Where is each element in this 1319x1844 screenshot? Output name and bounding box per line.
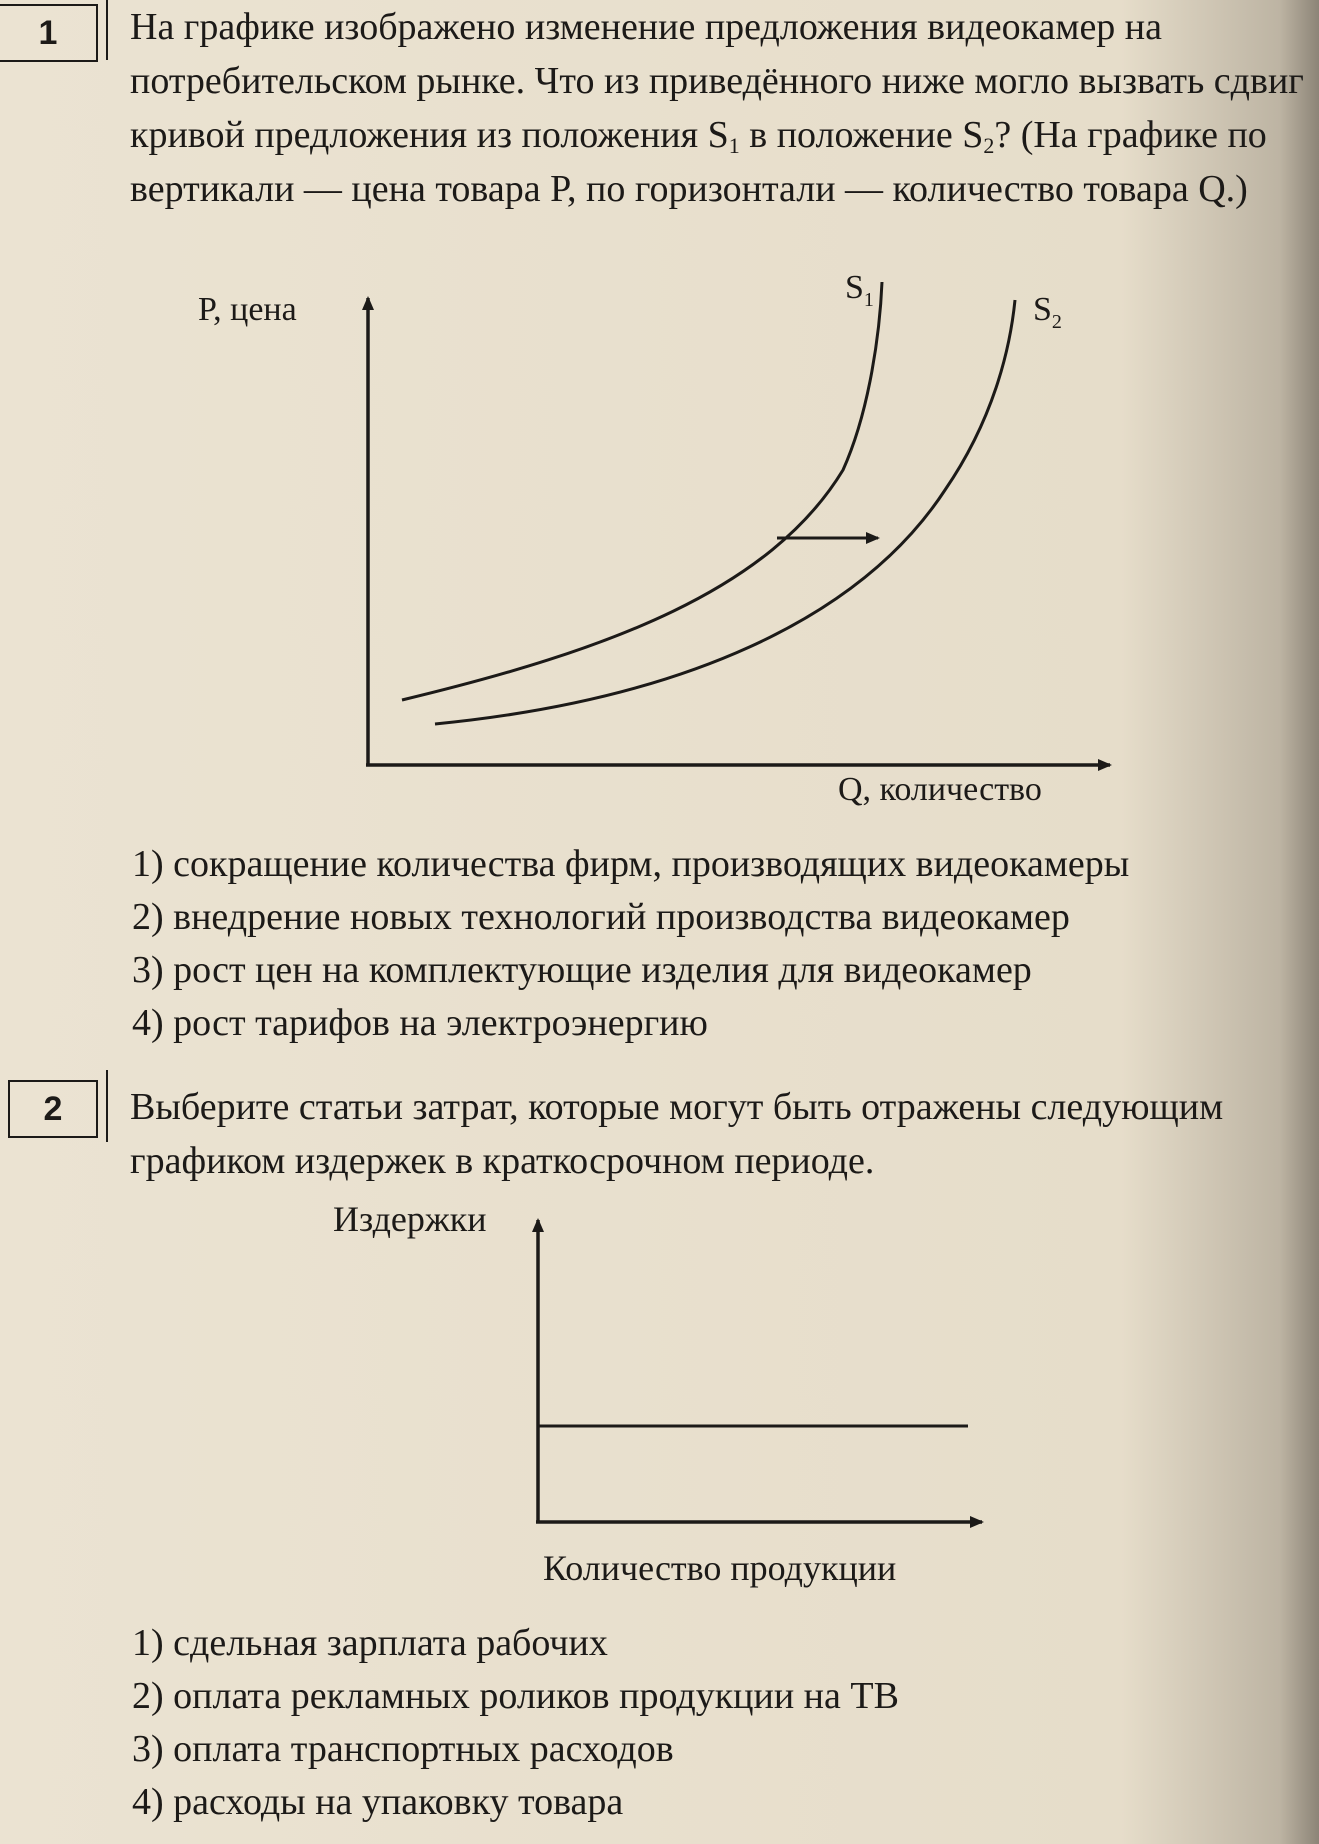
y-axis-label: Издержки — [333, 1199, 487, 1239]
s1-label — [845, 270, 874, 311]
question-1-text-b: в положение S — [739, 114, 984, 156]
y-axis-label: P, цена — [198, 291, 297, 328]
question-1-text-a: На графике изображено изменение предложения видеокамер на потребительском рынке. Что из приведённого ниже могло вызвать сдвиг кривой предложения из положения S — [130, 6, 1304, 156]
question-2-number: 2 — [8, 1080, 98, 1138]
s2-letter: S — [1033, 291, 1052, 328]
question-2-divider — [106, 1070, 108, 1142]
s2-label — [1033, 291, 1062, 333]
question-1-divider — [106, 0, 108, 60]
question-1-sub-1: 1 — [728, 133, 740, 158]
question-1-option-1: 1) сокращение количества фирм, производящих видеокамеры — [132, 843, 1130, 885]
question-1-option-4: 4) рост тарифов на электроэнергию — [132, 1002, 708, 1044]
question-1-options — [132, 838, 1129, 1050]
supply-shift-chart — [0, 270, 1319, 830]
question-1-text-c: ? (На графике по вертикали — цена товара P, по горизонтали — количество товара Q.) — [130, 114, 1267, 210]
question-2-option-3: 3) оплата транспортных расходов — [132, 1728, 674, 1770]
s2-subscript: 2 — [1051, 311, 1062, 333]
question-2-option-2: 2) оплата рекламных роликов продукции на ТВ — [132, 1675, 899, 1717]
question-2-option-4: 4) расходы на упаковку товара — [132, 1781, 624, 1823]
s1-letter: S — [845, 270, 864, 306]
question-2-option-1: 1) сдельная зарплата рабочих — [132, 1622, 608, 1664]
supply-curve-s2 — [435, 300, 1015, 724]
s1-subscript: 1 — [863, 289, 874, 311]
x-axis-label: Количество продукции — [543, 1548, 897, 1588]
question-1-option-3: 3) рост цен на комплектующие изделия для видеокамер — [132, 949, 1032, 991]
x-axis-label: Q, количество — [838, 771, 1042, 808]
question-2-text: Выберите статьи затрат, которые могут быть отражены следующим графиком издержек в краткосрочном периоде. — [130, 1086, 1224, 1182]
question-1-text — [130, 0, 1305, 216]
question-1-sub-2: 2 — [983, 133, 995, 158]
question-1-option-2: 2) внедрение новых технологий производства видеокамер — [132, 896, 1070, 938]
fixed-costs-chart — [0, 1195, 1319, 1605]
question-2-options — [132, 1617, 899, 1829]
question-1-number: 1 — [0, 4, 98, 62]
supply-curve-s1 — [402, 282, 882, 700]
